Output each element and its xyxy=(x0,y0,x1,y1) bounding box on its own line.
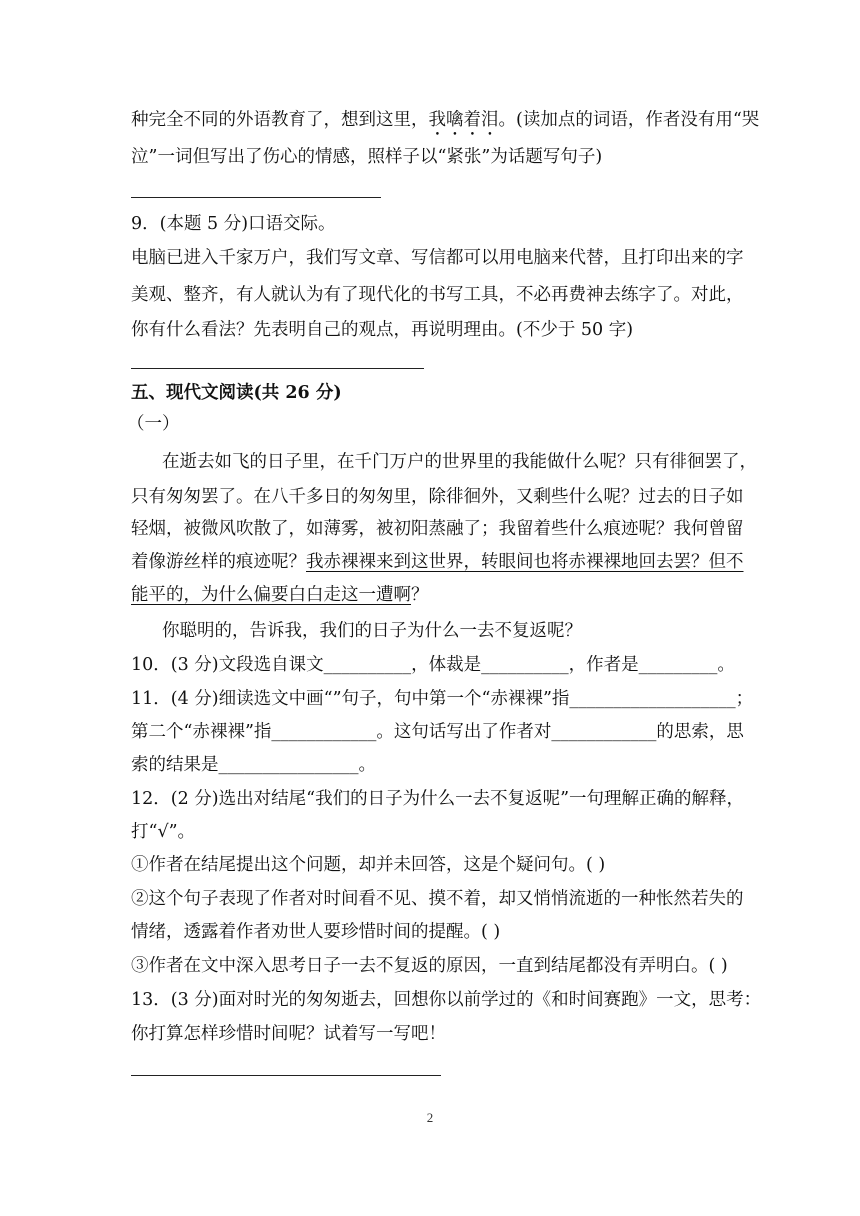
passage-line-5-post: ？ xyxy=(411,585,429,605)
section-heading: 五、现代文阅读(共 26 分) xyxy=(131,383,342,403)
q12-option-3: ③作者在文中深入思考日子一去不复返的原因，一直到结尾都没有弄明白。( ) xyxy=(131,956,728,976)
q8-line-2: 泣”一词但写出了伤心的情感，照样子以“紧张”为话题写句子) xyxy=(131,147,603,167)
q8-answer-line xyxy=(131,197,381,198)
q13-answer-line xyxy=(131,1075,441,1076)
passage-line-6: 你聪明的，告诉我，我们的日子为什么一去不复返呢？ xyxy=(162,621,582,641)
q9-title: 9．(本题 5 分)口语交际。 xyxy=(131,214,336,234)
passage-line-5 xyxy=(131,583,429,607)
q12-option-2-line-2: 情绪，透露着作者劝世人要珍惜时间的提醒。( ) xyxy=(131,922,501,942)
q8-line-1 xyxy=(131,108,759,140)
q9-line-2: 美观、整齐，有人就认为有了现代化的书写工具，不必再费神去练字了。对此， xyxy=(131,285,744,305)
q12-line-1: 12．(2 分)选出对结尾“我们的日子为什么一去不复返呢”一句理解正确的解释， xyxy=(131,789,745,809)
passage-line-4-pre: 着像游丝样的痕迹呢？ xyxy=(131,552,306,572)
q12-option-2-line-1: ②这个句子表现了作者对时间看不见、摸不着，却又悄悄流逝的一种怅然若失的 xyxy=(131,889,744,909)
q8-text-post: 。(读加点的词语，作者没有用“哭 xyxy=(498,110,760,130)
q9-line-3: 你有什么看法？先表明自己的观点，再说明理由。(不少于 50 字) xyxy=(131,320,634,340)
section-subheading: （一） xyxy=(127,414,180,434)
q11-line-3: 索的结果是________________。 xyxy=(131,755,376,775)
q13-line-2: 你打算怎样珍惜时间呢？试着写一写吧！ xyxy=(131,1024,446,1044)
q10: 10．(3 分)文段选自课文__________，体裁是__________，作者是_________。 xyxy=(131,655,735,675)
passage-line-1: 在逝去如飞的日子里，在千门万户的世界里的我能做什么呢？只有徘徊罢了， xyxy=(162,452,757,472)
q13-line-1: 13．(3 分)面对时光的匆匆逝去，回想你以前学过的《和时间赛跑》一文，思考： xyxy=(131,990,762,1010)
underlined-sentence-part-1: 我赤裸裸来到这世界，转眼间也将赤裸裸地回去罢？但不 xyxy=(306,552,744,572)
q9-line-1: 电脑已进入千家万户，我们写文章、写信都可以用电脑来代替，且打印出来的字 xyxy=(131,248,744,268)
q12-option-1: ①作者在结尾提出这个问题，却并未回答，这是个疑问句。( ) xyxy=(131,855,606,875)
q12-line-2: 打“√”。 xyxy=(131,822,196,842)
q11-line-1: 11．(4 分)细读选文中画“”句子，句中第一个“赤裸裸”指___________________； xyxy=(131,689,754,709)
passage-line-2: 只有匆匆罢了。在八千多日的匆匆里，除徘徊外，又剩些什么呢？过去的日子如 xyxy=(131,487,744,507)
q8-dotted-words: 我噙着泪 xyxy=(428,110,499,130)
q11-line-2: 第二个“赤裸裸”指____________。这句话写出了作者对____________的思索，思 xyxy=(131,722,744,742)
page-number: 2 xyxy=(426,1110,434,1125)
q9-answer-line xyxy=(131,368,424,369)
passage-line-4 xyxy=(131,550,744,574)
passage-line-3: 轻烟，被微风吹散了，如薄雾，被初阳蒸融了；我留着些什么痕迹呢？我何曾留 xyxy=(131,519,744,539)
q8-text-pre: 种完全不同的外语教育了，想到这里， xyxy=(131,110,429,130)
underlined-sentence-part-2: 能平的，为什么偏要白白走这一遭啊 xyxy=(131,585,411,605)
